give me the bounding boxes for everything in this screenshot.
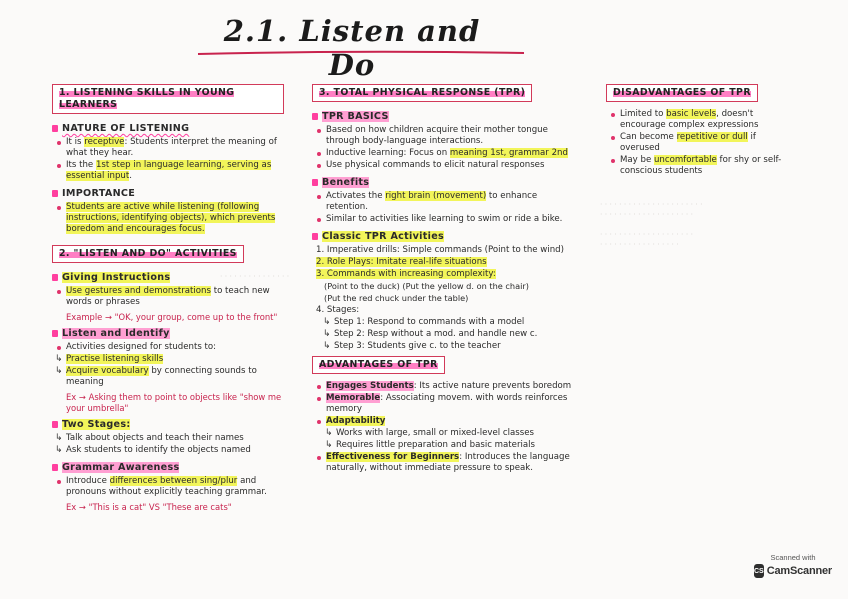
bleed-through-left: · · · · · · · · · · · · · · · [220,272,290,281]
list-item: Limited to basic levels, doesn't encourage complex expressions [620,109,794,131]
list-item: 4. Stages: [316,305,360,315]
grammar-awareness-heading: Grammar Awareness [52,462,179,473]
tpr-basics-heading: TPR BASICS [312,111,389,122]
list-item: 1. Imperative drills: Simple commands (Point to the wind) [316,245,564,255]
listen-identify-heading: Listen and Identify [52,328,170,339]
section-3-heading: 3. TOTAL PHYSICAL RESPONSE (TPR) [312,84,532,102]
classic-activities-heading: Classic TPR Activities [312,231,444,242]
section-2-heading: 2. "LISTEN AND DO" ACTIVITIES [52,245,244,263]
list-item: Its the 1st step in language learning, serving as essential input. [66,160,284,182]
list-item: Effectiveness for Beginners: Introduces the language naturally, without immediate pressure to speak. [326,452,574,474]
title-underline [196,50,526,56]
list-item: Based on how children acquire their mother tongue through body-language interactions. [326,125,574,147]
basics-list [312,125,574,171]
list-item: It is receptive: Students interpret the meaning of what they hear. [66,137,284,159]
camscanner-logo-icon: CS [754,564,764,578]
column-listening-skills [52,84,284,516]
list-item: ↳ Step 2: Resp without a mod. and handle new c. [334,329,574,340]
list-item: May be uncomfortable for shy or self-conscious students [620,155,794,177]
scanned-with-label: Scanned with [770,553,816,562]
list-item: ↳ Works with large, small or mixed-level classes [336,428,574,439]
list-item: Similar to activities like learning to swim or ride a bike. [326,214,574,225]
disadvantages-heading: DISADVANTAGES OF TPR [606,84,758,102]
disadvantages-list [606,109,794,177]
camscanner-label: CamScanner [766,565,832,577]
advantages-heading: ADVANTAGES OF TPR [312,356,445,374]
list-item: Engages Students: Its active nature prevents boredom [326,381,574,392]
giving-example: Example → "OK, your group, come up to the front" [66,312,278,322]
list-item: Activities designed for students to: [66,342,284,353]
identify-list [52,342,284,388]
list-item: (Point to the duck) (Put the yellow d. on the chair) [324,281,529,291]
classic-list [312,245,574,352]
list-item: ↳ Ask students to identify the objects named [66,445,284,456]
advantages-list [312,381,574,474]
importance-heading: IMPORTANCE [52,188,135,199]
list-item: ↳ Step 1: Respond to commands with a model [334,317,574,328]
list-item: Use physical commands to elicit natural responses [326,160,574,171]
giving-list [52,286,284,308]
importance-list [52,202,284,235]
grammar-example: Ex → "This is a cat" VS "These are cats" [66,502,232,512]
benefits-heading: Benefits [312,177,369,188]
bleed-through-right: · · · · · · · · · · · · · · · · · · · · · · · · · · · · · · · · · · · · · · · · · · · · · · · · · · · · · · · · · · · · · · · · · · · · · · · · · · · · · · · [600,200,703,249]
nature-heading: NATURE OF LISTENING [52,123,189,134]
list-item: Memorable: Associating movem. with words reinforces memory [326,393,574,415]
nature-list [52,137,284,182]
list-item: 3. Commands with increasing complexity: [316,269,496,279]
list-item: ↳ Requires little preparation and basic materials [336,440,574,451]
list-item: ↳ Step 3: Students give c. to the teacher [334,341,574,352]
benefits-list [312,191,574,225]
list-item: (Put the red chuck under the table) [324,293,469,303]
list-item: ↳ Practise listening skills [66,354,284,365]
list-item: ↳ Talk about objects and teach their names [66,433,284,444]
list-item: Inductive learning: Focus on meaning 1st, grammar 2nd [326,148,574,159]
list-item: 2. Role Plays: Imitate real-life situations [316,257,487,267]
list-item: Use gestures and demonstrations to teach new words or phrases [66,286,284,308]
column-tpr [312,84,574,478]
list-item: Adaptability [326,416,574,427]
grammar-list [52,476,284,498]
column-disadvantages [606,84,794,181]
page-title: 2.1. Listen and Do [223,14,481,82]
two-stages-heading: Two Stages: [52,419,130,430]
list-item: Can become repetitive or dull if overused [620,132,794,154]
list-item: Introduce differences between sing/plur and pronouns without explicitly teaching grammar. [66,476,284,498]
identify-example: Ex → Asking them to point to objects like "show me your umbrella" [66,392,282,413]
list-item: ↳ Acquire vocabulary by connecting sounds to meaning [66,366,284,388]
section-1-heading: 1. LISTENING SKILLS IN YOUNG LEARNERS [52,84,284,114]
list-item: Students are active while listening (following instructions, identifying objects), which prevents boredom and encourages focus. [66,202,284,235]
stages-list [52,433,284,456]
list-item: Activates the right brain (movement) to enhance retention. [326,191,574,213]
camscanner-badge [754,553,832,587]
giving-instructions-heading: Giving Instructions [52,272,170,283]
